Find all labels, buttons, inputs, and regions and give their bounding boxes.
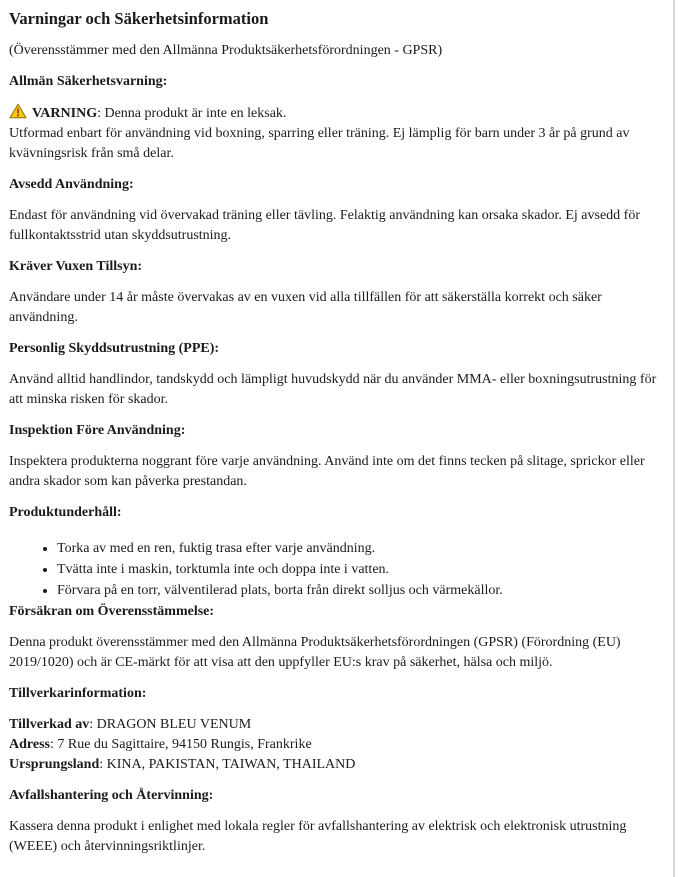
maintenance-bullet-item: • Förvara på en torr, välventilerad plats, borta från direkt solljus och värmekällor. xyxy=(57,581,665,601)
manufacturer-info xyxy=(9,715,665,775)
warning-label: VARNING xyxy=(32,106,98,121)
adult-supervision-body: Användare under 14 år måste övervakas av en vuxen vid alla tillfällen för att säkerställa korrekt och säker användning. xyxy=(9,290,602,325)
section-heading-general-warning: Allmän Säkerhetsvarning: xyxy=(9,74,168,89)
section-heading-disposal: Avfallshantering och Återvinning: xyxy=(9,788,214,803)
general-warning-body: Utformad enbart för användning vid boxning, sparring eller träning. Ej lämplig för barn under 3 år på grund av kvävningsrisk från små delar. xyxy=(9,126,630,161)
conformity-body: Denna produkt överensstämmer med den Allmänna Produktsäkerhetsförordningen (GPSR) (Förordning (EU) 2019/1020) och är CE-märkt för att visa att den uppfyller EU:s krav på säkerhet, hälsa och miljö. xyxy=(9,635,621,670)
maintenance-bullet-list xyxy=(9,539,665,601)
compliance-note: (Överensstämmer med den Allmänna Produktsäkerhetsförordningen - GPSR) xyxy=(9,43,443,58)
page-title: Varningar och Säkerhetsinformation xyxy=(9,9,269,28)
section-heading-maintenance: Produktunderhåll: xyxy=(9,505,122,520)
section-heading-inspection: Inspektion Före Användning: xyxy=(9,423,186,438)
warning-sentence: : Denna produkt är inte en leksak. xyxy=(97,106,287,121)
made-by-value: : DRAGON BLEU VENUM xyxy=(89,717,252,732)
section-heading-intended-use: Avsedd Användning: xyxy=(9,177,134,192)
intended-use-body: Endast för användning vid övervakad träning eller tävling. Felaktig användning kan orsaka skador. Ej avsedd för fullkontaktsstrid utan skyddsutrustning. xyxy=(9,208,640,243)
warning-triangle-icon xyxy=(9,103,27,119)
maintenance-bullet-item: • Torka av med en ren, fuktig trasa efter varje användning. xyxy=(57,539,665,559)
section-heading-adult-supervision: Kräver Vuxen Tillsyn: xyxy=(9,259,143,274)
section-heading-manufacturer: Tillverkarinformation: xyxy=(9,686,147,701)
ppe-body: Använd alltid handlindor, tandskydd och lämpligt huvudskydd när du använder MMA- eller boxningsutrustning för att minska risken för skador. xyxy=(9,372,657,407)
general-warning-paragraph xyxy=(9,103,665,164)
address-label: Adress xyxy=(9,737,50,752)
section-heading-ppe: Personlig Skyddsutrustning (PPE): xyxy=(9,341,220,356)
made-by-label: Tillverkad av xyxy=(9,717,90,732)
origin-value: : KINA, PAKISTAN, TAIWAN, THAILAND xyxy=(99,757,356,772)
maintenance-bullet-item: • Tvätta inte i maskin, torktumla inte och doppa inte i vatten. xyxy=(57,560,665,580)
inspection-body: Inspektera produkterna noggrant före varje användning. Använd inte om det finns tecken på slitage, sprickor eller andra skador som kan påverka prestandan. xyxy=(9,454,645,489)
disposal-body: Kassera denna produkt i enlighet med lokala regler för avfallshantering av elektrisk och elektronisk utrustning (WEEE) och återvinningsriktlinjer. xyxy=(9,819,627,854)
section-heading-conformity: Försäkran om Överensstämmelse: xyxy=(9,604,215,619)
address-value: : 7 Rue du Sagittaire, 94150 Rungis, Frankrike xyxy=(49,737,312,752)
page-edge-line xyxy=(673,0,675,877)
origin-label: Ursprungsland xyxy=(9,757,100,772)
